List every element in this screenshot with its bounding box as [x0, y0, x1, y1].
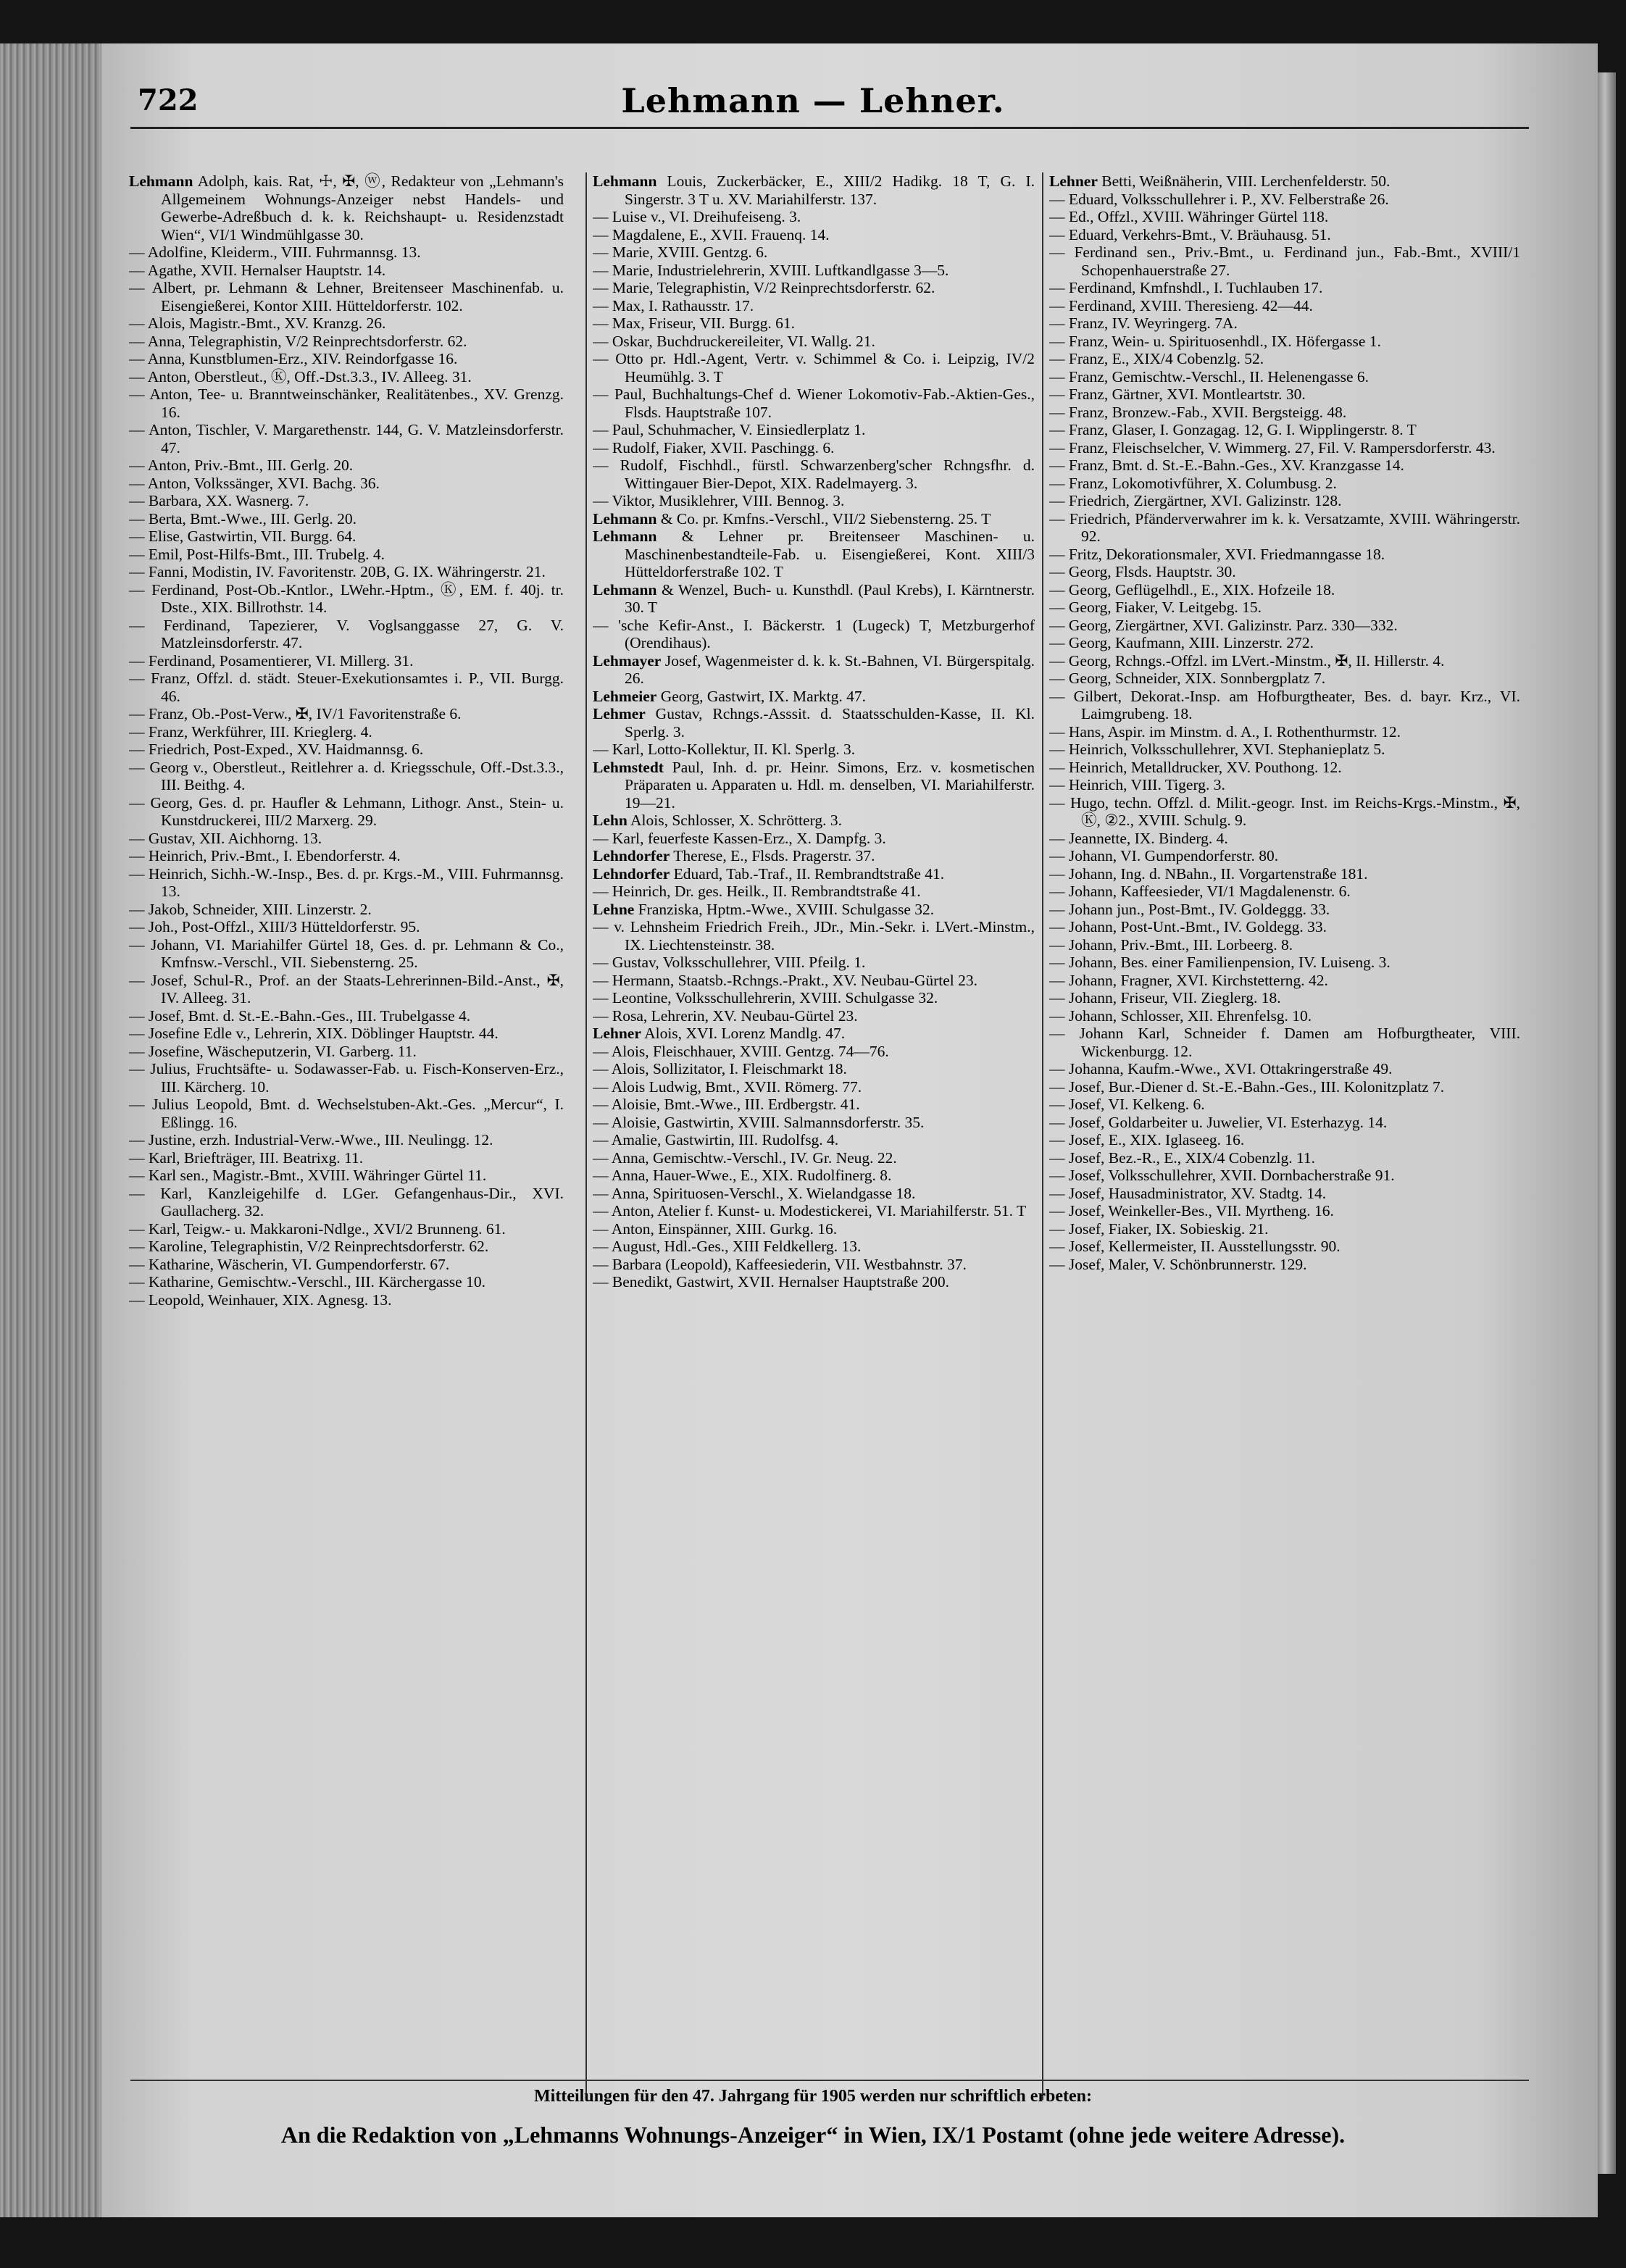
- directory-entry: — Ferdinand, Kmfnshdl., I. Tuchlauben 17.: [1049, 279, 1323, 296]
- directory-entry: — Anna, Gemischtw.-Verschl., IV. Gr. Neug. 22.: [593, 1148, 897, 1167]
- directory-entry: — Berta, Bmt.-Wwe., III. Gerlg. 20.: [129, 509, 357, 528]
- directory-entry: — Johann, Schlosser, XII. Ehrenfelsg. 10.: [1049, 1006, 1312, 1025]
- directory-entry: — Joh., Post-Offzl., XIII/3 Hütteldorferstr. 95.: [129, 918, 420, 935]
- directory-entry: — Karl, Briefträger, III. Beatrixg. 11.: [129, 1148, 364, 1167]
- directory-entry: — Johann, Bes. einer Familienpension, IV. Luiseng. 3.: [1049, 954, 1391, 971]
- entry-surname: Lehner: [593, 1025, 641, 1042]
- directory-entry: — Georg, Kaufmann, XIII. Linzerstr. 272.: [1049, 634, 1314, 651]
- directory-entry: — Karl, Lotto-Kollektur, II. Kl. Sperlg. 3.: [593, 741, 856, 758]
- directory-entry: — Leopold, Weinhauer, XIX. Agnesg. 13.: [129, 1291, 392, 1309]
- directory-entry: — Ferdinand sen., Priv.-Bmt., u. Ferdinand jun., Fab.-Bmt., XVIII/1 Schopenhauerstraße 27.: [1049, 243, 1520, 279]
- directory-entry: — Johann, Friseur, VII. Zieglerg. 18.: [1049, 989, 1281, 1006]
- directory-entry: — v. Lehnsheim Friedrich Freih., JDr., Min.-Sekr. i. LVert.-Minstm., IX. Liechtensteinstr. 38.: [593, 918, 1035, 954]
- directory-entry: — Anton, Tischler, V. Margarethenstr. 144, G. V. Matzleinsdorferstr. 47.: [129, 421, 564, 456]
- entry-surname: Lehmstedt: [593, 758, 664, 776]
- entry-surname: Lehne: [593, 900, 635, 918]
- directory-entry: — Alois, Sollizitator, I. Fleischmarkt 18.: [593, 1060, 847, 1077]
- entry-surname: Lehmer: [593, 705, 646, 722]
- directory-entry: — Anna, Hauer-Wwe., E., XIX. Rudolfinerg. 8.: [593, 1167, 892, 1184]
- directory-entry: — Fritz, Dekorationsmaler, XVI. Friedmanngasse 18.: [1049, 545, 1385, 563]
- directory-entry: — Georg, Ziergärtner, XVI. Galizinstr. Parz. 330—332.: [1049, 616, 1398, 634]
- directory-entry: — Karl sen., Magistr.-Bmt., XVIII. Währinger Gürtel 11.: [129, 1167, 487, 1184]
- directory-entry: — Johann, Kaffeesieder, VI/1 Magdalenenstr. 6.: [1049, 883, 1351, 900]
- directory-entry: — Adolfine, Kleiderm., VIII. Fuhrmannsg. 13.: [129, 243, 421, 261]
- directory-entry: — Anton, Einspänner, XIII. Gurkg. 16.: [593, 1220, 838, 1238]
- directory-entry: — Katharine, Gemischtw.-Verschl., III. Kärchergasse 10.: [129, 1273, 485, 1291]
- directory-entry: — Max, I. Rathausstr. 17.: [593, 296, 754, 314]
- directory-entry: — Marie, Telegraphistin, V/2 Reinprechtsdorferstr. 62.: [593, 279, 935, 296]
- directory-entry: — Johann Karl, Schneider f. Damen am Hofburgtheater, VIII. Wickenburgg. 12.: [1049, 1025, 1520, 1060]
- directory-entry: — Rudolf, Fiaker, XVII. Paschingg. 6.: [593, 438, 835, 456]
- entry-surname: Lehner: [1049, 172, 1098, 190]
- directory-entry: — Franz, Werkführer, III. Krieglerg. 4.: [129, 722, 372, 741]
- entry-surname: Lehndorfer: [593, 847, 670, 864]
- directory-entry: — Johann, Fragner, XVI. Kirchstetterng. 42.: [1049, 971, 1328, 989]
- directory-entry: — Heinrich, Dr. ges. Heilk., II. Rembrandtstraße 41.: [593, 883, 921, 900]
- directory-entry: Lehndorfer Eduard, Tab.-Traf., II. Rembrandtstraße 41.: [593, 864, 945, 883]
- directory-entry: — Franz, Ob.-Post-Verw., ✠, IV/1 Favoritenstraße 6.: [129, 705, 462, 722]
- directory-entry: — Anna, Spirituosen-Verschl., X. Wielandgasse 18.: [593, 1184, 916, 1202]
- directory-entry: — Josef, Hausadministrator, XV. Stadtg. 14.: [1049, 1184, 1327, 1202]
- directory-entry: Lehmann & Co. pr. Kmfns.-Verschl., VII/2 Siebensterng. 25. T: [593, 509, 991, 528]
- directory-entry: — Friedrich, Post-Exped., XV. Haidmannsg. 6.: [129, 741, 424, 758]
- directory-entry: — Josefine, Wäscheputzerin, VI. Garberg. 11.: [129, 1042, 417, 1060]
- directory-entry: — Katharine, Wäscherin, VI. Gumpendorferstr. 67.: [129, 1255, 450, 1273]
- directory-column-3: [1049, 172, 1520, 2158]
- directory-entry: — 'sche Kefir-Anst., I. Bäckerstr. 1 (Lugeck) T, Metzburgerhof (Orendihaus).: [593, 616, 1035, 651]
- directory-entry: Lehmstedt Paul, Inh. d. pr. Heinr. Simons, Erz. v. kosmetischen Präparaten u. Apparaten u. Hdl. m. denselben, VI. Mariahilferstr. 19—21.: [593, 758, 1035, 812]
- directory-entry: — Anton, Oberstleut., Ⓚ, Off.-Dst.3.3., IV. Alleeg. 31.: [129, 367, 472, 385]
- entry-surname: Lehmann: [593, 172, 657, 190]
- directory-entry: — Gustav, XII. Aichhorng. 13.: [129, 829, 322, 847]
- entry-surname: Lehmann: [593, 509, 657, 528]
- directory-entry: — Gustav, Volksschullehrer, VIII. Pfeilg. 1.: [593, 954, 866, 971]
- directory-entry: — Franz, IV. Weyringerg. 7A.: [1049, 314, 1238, 332]
- directory-entry: — Josef, Goldarbeiter u. Juwelier, VI. Esterhazyg. 14.: [1049, 1113, 1388, 1131]
- directory-entry: — Franz, E., XIX/4 Cobenzlg. 52.: [1049, 350, 1264, 367]
- directory-entry: — Anna, Kunstblumen-Erz., XIV. Reindorfgasse 16.: [129, 350, 458, 367]
- directory-entry: — Franz, Offzl. d. städt. Steuer-Exekutionsamtes i. P., VII. Burgg. 46.: [129, 670, 564, 705]
- directory-entry: — Elise, Gastwirtin, VII. Burgg. 64.: [129, 528, 357, 545]
- directory-entry: — Karl, feuerfeste Kassen-Erz., X. Dampfg. 3.: [593, 829, 886, 847]
- directory-entry: — Gilbert, Dekorat.-Insp. am Hofburgtheater, Bes. d. bayr. Krz., VI. Laimgrubeng. 18.: [1049, 687, 1520, 722]
- directory-entry: — Josef, Schul-R., Prof. an der Staats-Lehrerinnen-Bild.-Anst., ✠, IV. Alleeg. 31.: [129, 971, 564, 1006]
- directory-entry: — Johann, VI. Gumpendorferstr. 80.: [1049, 847, 1279, 864]
- directory-entry: — Johann jun., Post-Bmt., IV. Goldeggg. 33.: [1049, 900, 1330, 918]
- directory-entry: — Ferdinand, XVIII. Theresieng. 42—44.: [1049, 296, 1313, 314]
- directory-entry: — Amalie, Gastwirtin, III. Rudolfsg. 4.: [593, 1131, 839, 1148]
- directory-entry: — Viktor, Musiklehrer, VIII. Bennog. 3.: [593, 492, 845, 509]
- directory-entry: — Josef, Kellermeister, II. Ausstellungsstr. 90.: [1049, 1238, 1341, 1255]
- entry-surname: Lehmeier: [593, 687, 657, 705]
- directory-entry: — Otto pr. Hdl.-Agent, Vertr. v. Schimmel & Co. i. Leipzig, IV/2 Heumühlg. 3. T: [593, 350, 1035, 385]
- directory-entry: — Franz, Fleischselcher, V. Wimmerg. 27, Fil. V. Rampersdorferstr. 43.: [1049, 438, 1496, 456]
- directory-entry: — Heinrich, Volksschullehrer, XVI. Stephanieplatz 5.: [1049, 741, 1385, 758]
- directory-entry: — Josefine Edle v., Lehrerin, XIX. Döblinger Hauptstr. 44.: [129, 1025, 499, 1042]
- directory-entry: Lehmeier Georg, Gastwirt, IX. Marktg. 47.: [593, 687, 866, 705]
- directory-entry: — Aloisie, Bmt.-Wwe., III. Erdbergstr. 41.: [593, 1096, 860, 1113]
- header-rule: [130, 127, 1529, 129]
- directory-entry: — Johann, Post-Unt.-Bmt., IV. Goldegg. 33.: [1049, 918, 1327, 935]
- directory-entry: — Magdalene, E., XVII. Frauenq. 14.: [593, 225, 830, 243]
- directory-entry: — Georg, Fiaker, V. Leitgebg. 15.: [1049, 599, 1262, 616]
- directory-entry: Lehmann Adolph, kais. Rat, ☩, ✠, ⓦ, Redakteur von „Lehmann's Allgemeinem Wohnungs-Anzeiger nebst Handels- und Gewerbe-Adreßbuch d. k. k. Reichshaupt- u. Residenzstadt Wien“, VI/1 Windmühlgasse 30.: [129, 172, 564, 243]
- directory-entry: — Franz, Bronzew.-Fab., XVII. Bergsteigg. 48.: [1049, 403, 1347, 421]
- directory-entry: — Heinrich, Priv.-Bmt., I. Ebendorferstr. 4.: [129, 847, 401, 864]
- entry-surname: Lehn: [593, 812, 628, 829]
- directory-entry: Lehmann & Lehner pr. Breitenseer Maschinen- u. Maschinenbestandteile-Fab. u. Eisengießerei, Kont. XIII/3 Hütteldorferstraße 102. T: [593, 528, 1035, 580]
- directory-entry: — Jakob, Schneider, XIII. Linzerstr. 2.: [129, 900, 372, 918]
- directory-entry: — Josef, Bmt. d. St.-E.-Bahn.-Ges., III. Trubelgasse 4.: [129, 1006, 471, 1025]
- directory-entry: — Jeannette, IX. Binderg. 4.: [1049, 829, 1228, 847]
- directory-entry: — Georg, Geflügelhdl., E., XIX. Hofzeile 18.: [1049, 580, 1335, 599]
- entry-surname: Lehndorfer: [593, 864, 670, 883]
- directory-entry: — Karl, Teigw.- u. Makkaroni-Ndlge., XVI/2 Brunneng. 61.: [129, 1220, 506, 1238]
- footer-rule: [130, 2080, 1529, 2081]
- directory-entry: — Barbara, XX. Wasnerg. 7.: [129, 492, 309, 509]
- directory-entry: — Josef, Weinkeller-Bes., VII. Myrtheng. 16.: [1049, 1202, 1334, 1220]
- directory-entry: — Ferdinand, Tapezierer, V. Voglsanggasse 27, G. V. Matzleinsdorferstr. 47.: [129, 616, 564, 651]
- directory-entry: — Julius, Fruchtsäfte- u. Sodawasser-Fab. u. Fisch-Konserven-Erz., III. Kärcherg. 10.: [129, 1060, 564, 1096]
- directory-column-2: [593, 172, 1035, 2158]
- directory-entry: Lehmer Gustav, Rchngs.-Asssit. d. Staatsschulden-Kasse, II. Kl. Sperlg. 3.: [593, 705, 1035, 741]
- directory-entry: — Johann, Ing. d. NBahn., II. Vorgartenstraße 181.: [1049, 864, 1368, 883]
- directory-entry: Lehmann Louis, Zuckerbäcker, E., XIII/2 Hadikg. 18 T, G. I. Singerstr. 3 T u. XV. Mariahilferstr. 137.: [593, 172, 1035, 208]
- directory-entry: — Alois, Fleischhauer, XVIII. Gentzg. 74—76.: [593, 1042, 889, 1060]
- directory-entry: — Max, Friseur, VII. Burgg. 61.: [593, 314, 796, 332]
- directory-entry: — Franz, Gemischtw.-Verschl., II. Helenengasse 6.: [1049, 367, 1369, 385]
- entry-surname: Lehmann: [593, 580, 657, 599]
- directory-entry: — Josef, Bur.-Diener d. St.-E.-Bahn.-Ges., III. Kolonitzplatz 7.: [1049, 1077, 1445, 1096]
- directory-entry: — Georg, Ges. d. pr. Haufler & Lehmann, Lithogr. Anst., Stein- u. Kunstdruckerei, III/2 Marxerg. 29.: [129, 793, 564, 829]
- directory-entry: — Eduard, Verkehrs-Bmt., V. Bräuhausg. 51.: [1049, 225, 1331, 243]
- entry-surname: Lehmayer: [593, 651, 662, 670]
- directory-entry: — Heinrich, Sichh.-W.-Insp., Bes. d. pr. Krgs.-M., VIII. Fuhrmannsg. 13.: [129, 864, 564, 900]
- directory-entry: — Friedrich, Ziergärtner, XVI. Galizinstr. 128.: [1049, 492, 1342, 509]
- directory-entry: — Josef, Maler, V. Schönbrunnerstr. 129.: [1049, 1255, 1307, 1273]
- directory-entry: — Hugo, techn. Offzl. d. Milit.-geogr. Inst. im Reichs-Krgs.-Minstm., ✠, Ⓚ, ②2., XVIII. Schulg. 9.: [1049, 793, 1520, 829]
- directory-entry: — Barbara (Leopold), Kaffeesiederin, VII. Westbahnstr. 37.: [593, 1255, 967, 1273]
- directory-entry: — Ferdinand, Posamentierer, VI. Millerg. 31.: [129, 651, 414, 670]
- directory-entry: — Josef, VI. Kelkeng. 6.: [1049, 1096, 1205, 1113]
- directory-entry: — Georg, Rchngs.-Offzl. im LVert.-Minstm., ✠, II. Hillerstr. 4.: [1049, 651, 1445, 670]
- directory-entry: — Ferdinand, Post-Ob.-Kntlor., LWehr.-Hptm., Ⓚ, EM. f. 40j. tr. Dste., XIX. Billrothstr. 14.: [129, 580, 564, 616]
- page-number: 722: [138, 83, 199, 117]
- directory-entry: — Georg v., Oberstleut., Reitlehrer a. d. Kriegsschule, Off.-Dst.3.3., III. Beithg. 4.: [129, 758, 564, 793]
- directory-column-1: [129, 172, 564, 2158]
- entry-surname: Lehmann: [129, 172, 193, 190]
- directory-entry: — Leontine, Volksschullehrerin, XVIII. Schulgasse 32.: [593, 989, 938, 1006]
- directory-entry: — Franz, Bmt. d. St.-E.-Bahn.-Ges., XV. Kranzgasse 14.: [1049, 456, 1404, 474]
- directory-entry: — Paul, Buchhaltungs-Chef d. Wiener Lokomotiv-Fab.-Aktien-Ges., Flsds. Hauptstraße 107.: [593, 385, 1035, 421]
- footer-address: An die Redaktion von „Lehmanns Wohnungs-Anzeiger“ in Wien, IX/1 Postamt (ohne jede weitere Adresse).: [280, 2122, 1346, 2148]
- column-rule: [585, 172, 587, 2100]
- directory-entry: — Heinrich, Metalldrucker, XV. Pouthong. 12.: [1049, 758, 1342, 776]
- directory-entry: — Paul, Schuhmacher, V. Einsiedlerplatz 1.: [593, 421, 866, 438]
- directory-entry: — Franz, Glaser, I. Gonzagag. 12, G. I. Wipplingerstr. 8. T: [1049, 421, 1417, 438]
- directory-entry: Lehn Alois, Schlosser, X. Schrötterg. 3.: [593, 812, 842, 829]
- directory-entry: — Anton, Volkssänger, XVI. Bachg. 36.: [129, 474, 380, 492]
- directory-entry: — Alois Ludwig, Bmt., XVII. Römerg. 77.: [593, 1077, 862, 1096]
- directory-entry: — Anton, Tee- u. Branntweinschänker, Realitätenbes., XV. Grenzg. 16.: [129, 385, 564, 421]
- directory-entry: — Heinrich, VIII. Tigerg. 3.: [1049, 776, 1225, 793]
- directory-entry: — Georg, Schneider, XIX. Sonnbergplatz 7.: [1049, 670, 1326, 687]
- footer-notice: Mitteilungen für den 47. Jahrgang für 1905 werden nur schriftlich erbeten:: [534, 2087, 1092, 2106]
- directory-entry: — Marie, Industrielehrerin, XVIII. Luftkandlgasse 3—5.: [593, 261, 949, 279]
- directory-entry: — Justine, erzh. Industrial-Verw.-Wwe., III. Neulingg. 12.: [129, 1131, 493, 1148]
- directory-entry: — Hermann, Staatsb.-Rchngs.-Prakt., XV. Neubau-Gürtel 23.: [593, 971, 978, 989]
- directory-entry: — Anton, Atelier f. Kunst- u. Modestickerei, VI. Mariahilferstr. 51. T: [593, 1202, 1027, 1220]
- directory-entry: — August, Hdl.-Ges., XIII Feldkellerg. 13.: [593, 1238, 862, 1255]
- directory-entry: Lehndorfer Therese, E., Flsds. Pragerstr. 37.: [593, 847, 875, 864]
- directory-entry: — Josef, E., XIX. Iglaseeg. 16.: [1049, 1131, 1245, 1148]
- column-rule: [1042, 172, 1043, 2100]
- directory-entry: Lehne Franziska, Hptm.-Wwe., XVIII. Schulgasse 32.: [593, 900, 935, 918]
- directory-entry: — Marie, XVIII. Gentzg. 6.: [593, 243, 768, 261]
- directory-entry: — Hans, Aspir. im Minstm. d. A., I. Rothenthurmstr. 12.: [1049, 722, 1401, 741]
- directory-entry: — Benedikt, Gastwirt, XVII. Hernalser Hauptstraße 200.: [593, 1273, 949, 1291]
- directory-entry: — Fanni, Modistin, IV. Favoritenstr. 20B, G. IX. Währingerstr. 21.: [129, 563, 546, 580]
- directory-entry: — Agathe, XVII. Hernalser Hauptstr. 14.: [129, 261, 386, 279]
- directory-entry: — Eduard, Volksschullehrer i. P., XV. Felberstraße 26.: [1049, 190, 1389, 208]
- directory-entry: — Karl, Kanzleigehilfe d. LGer. Gefangenhaus-Dir., XVI. Gaullacherg. 32.: [129, 1184, 564, 1220]
- directory-entry: — Georg, Flsds. Hauptstr. 30.: [1049, 563, 1236, 580]
- directory-entry: — Karoline, Telegraphistin, V/2 Reinprechtsdorferstr. 62.: [129, 1238, 489, 1255]
- directory-entry: — Aloisie, Gastwirtin, XVIII. Salmannsdorferstr. 35.: [593, 1113, 925, 1131]
- directory-entry: — Josef, Fiaker, IX. Sobieskig. 21.: [1049, 1220, 1269, 1238]
- directory-entry: — Friedrich, Pfänderverwahrer im k. k. Versatzamte, XVIII. Währingerstr. 92.: [1049, 509, 1520, 545]
- directory-entry: — Josef, Bez.-R., E., XIX/4 Cobenzlg. 11.: [1049, 1148, 1316, 1167]
- directory-entry: Lehmayer Josef, Wagenmeister d. k. k. St.-Bahnen, VI. Bürgerspitalg. 26.: [593, 651, 1035, 687]
- directory-entry: — Johanna, Kaufm.-Wwe., XVI. Ottakringerstraße 49.: [1049, 1060, 1393, 1077]
- directory-entry: Lehner Betti, Weißnäherin, VIII. Lerchenfelderstr. 50.: [1049, 172, 1391, 190]
- directory-entry: — Josef, Volksschullehrer, XVII. Dornbacherstraße 91.: [1049, 1167, 1395, 1184]
- directory-entry: — Ed., Offzl., XVIII. Währinger Gürtel 118.: [1049, 208, 1329, 225]
- directory-entry: — Alois, Magistr.-Bmt., XV. Kranzg. 26.: [129, 314, 386, 332]
- directory-entry: — Johann, VI. Mariahilfer Gürtel 18, Ges. d. pr. Lehmann & Co., Kmfnsw.-Verschl., VII. Siebensterng. 25.: [129, 935, 564, 971]
- directory-entry: — Albert, pr. Lehmann & Lehner, Breitenseer Maschinenfab. u. Eisengießerei, Kontor XIII. Hütteldorferstr. 102.: [129, 279, 564, 314]
- directory-entry: — Emil, Post-Hilfs-Bmt., III. Trubelg. 4.: [129, 545, 385, 563]
- directory-entry: — Franz, Gärtner, XVI. Montleartstr. 30.: [1049, 385, 1306, 403]
- entry-surname: Lehmann: [593, 528, 657, 545]
- running-head: Lehmann — Lehner.: [621, 81, 1005, 120]
- directory-entry: — Anton, Priv.-Bmt., III. Gerlg. 20.: [129, 456, 354, 474]
- directory-entry: — Julius Leopold, Bmt. d. Wechselstuben-Akt.-Ges. „Mercur“, I. Eßlingg. 16.: [129, 1096, 564, 1131]
- directory-entry: — Franz, Lokomotivführer, X. Columbusg. 2.: [1049, 474, 1337, 492]
- directory-entry: — Anna, Telegraphistin, V/2 Reinprechtsdorferstr. 62.: [129, 332, 467, 350]
- directory-entry: — Rosa, Lehrerin, XV. Neubau-Gürtel 23.: [593, 1006, 858, 1025]
- directory-entry: Lehmann & Wenzel, Buch- u. Kunsthdl. (Paul Krebs), I. Kärntnerstr. 30. T: [593, 580, 1035, 616]
- directory-entry: — Rudolf, Fischhdl., fürstl. Schwarzenberg'scher Rchngsfhr. d. Wittingauer Bier-Depot, XIX. Radelmayerg. 3.: [593, 456, 1035, 492]
- directory-entry: — Luise v., VI. Dreihufeiseng. 3.: [593, 208, 801, 225]
- directory-entry: — Johann, Priv.-Bmt., III. Lorbeerg. 8.: [1049, 935, 1293, 954]
- directory-entry: Lehner Alois, XVI. Lorenz Mandlg. 47.: [593, 1025, 846, 1042]
- directory-entry: — Franz, Wein- u. Spirituosenhdl., IX. Höfergasse 1.: [1049, 332, 1381, 350]
- directory-entry: — Oskar, Buchdruckereileiter, VI. Wallg. 21.: [593, 332, 875, 350]
